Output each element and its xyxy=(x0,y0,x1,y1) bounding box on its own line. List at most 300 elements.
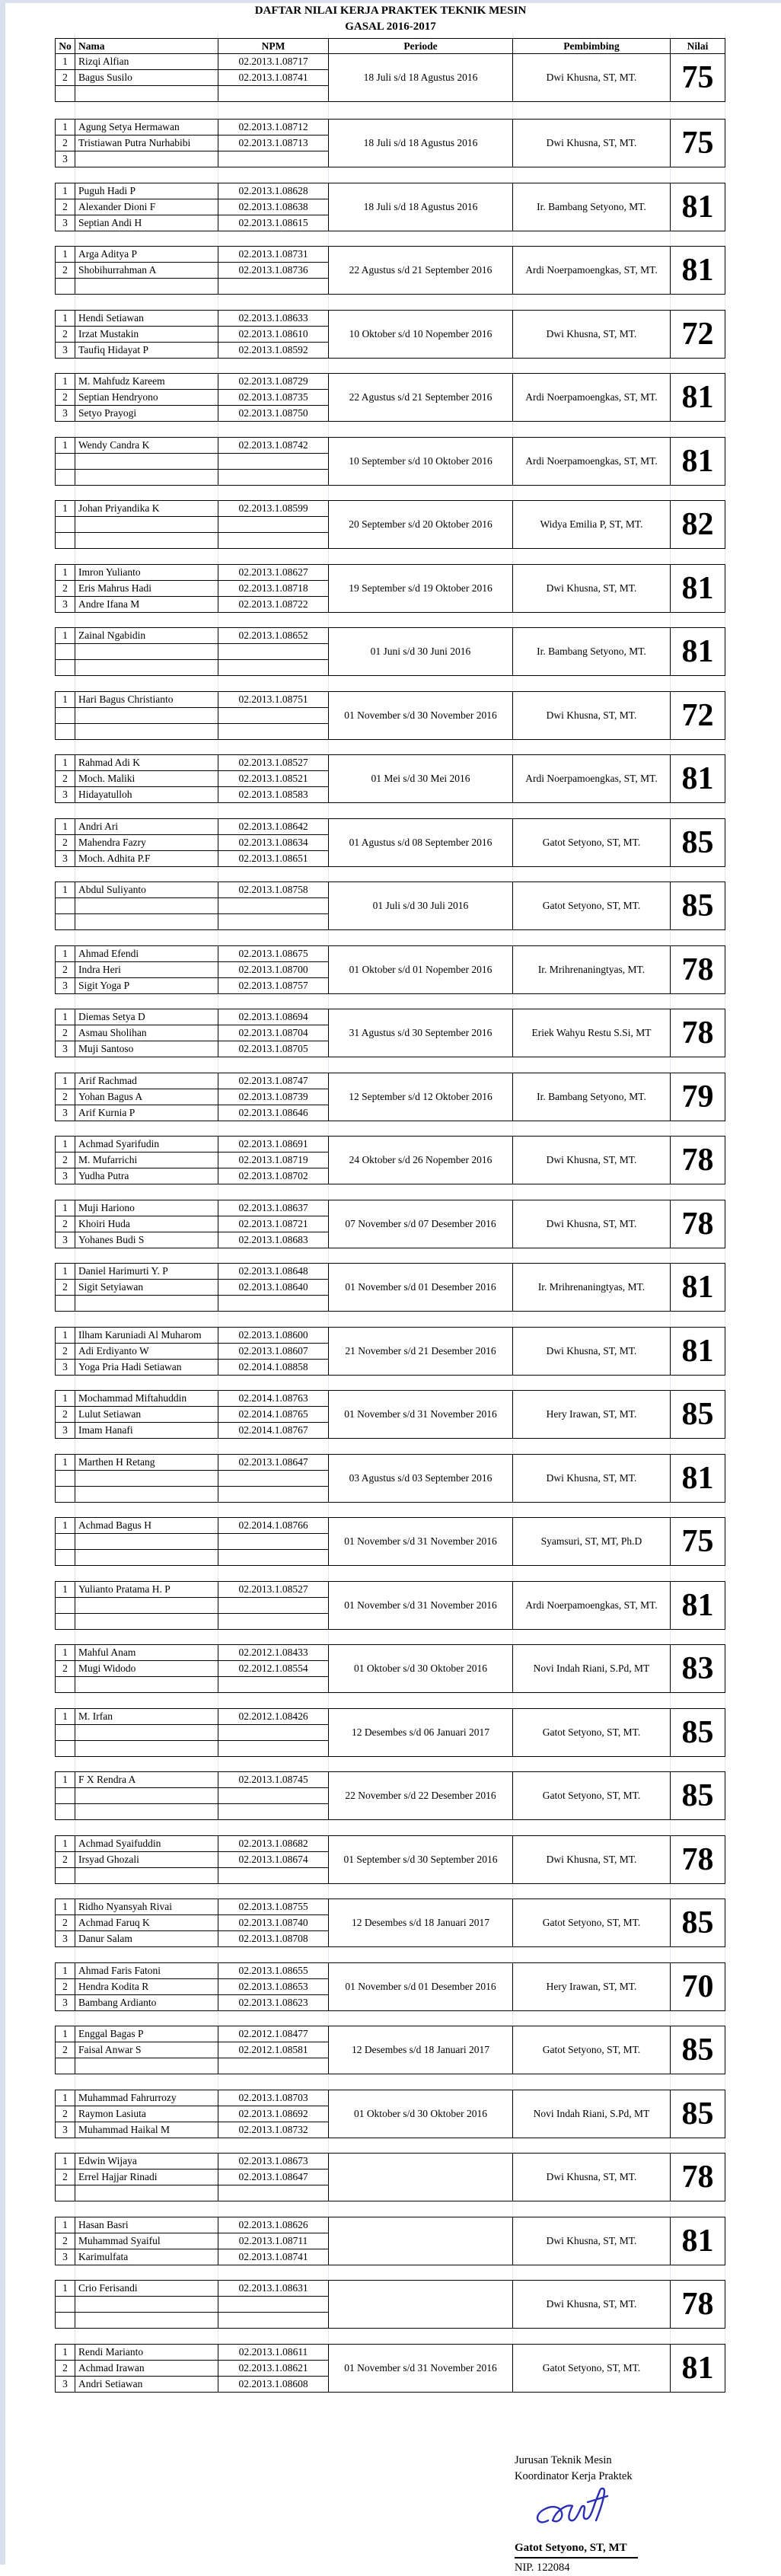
student-npm-cell xyxy=(218,1724,329,1740)
grade-value-cell: 81 xyxy=(671,1264,725,1312)
student-number-cell: 2 xyxy=(56,326,75,342)
period-cell: 01 Oktober s/d 30 Oktober 2016 xyxy=(329,2090,513,2138)
student-number-cell xyxy=(56,898,75,914)
student-row xyxy=(56,2026,725,2042)
student-number-cell: 2 xyxy=(56,2170,75,2185)
period-cell: 10 September s/d 10 Oktober 2016 xyxy=(329,437,513,485)
student-number-cell: 1 xyxy=(56,1073,75,1089)
student-number-cell xyxy=(56,1597,75,1613)
student-number-cell: 1 xyxy=(56,2281,75,2297)
student-npm-cell xyxy=(218,2185,329,2201)
student-number-cell: 3 xyxy=(56,787,75,803)
student-name-cell: Agung Setya Hermawan xyxy=(75,120,218,135)
student-npm-cell: 02.2013.1.08673 xyxy=(218,2154,329,2170)
student-npm-cell: 02.2013.1.08750 xyxy=(218,406,329,422)
student-name-cell: Hasan Basri xyxy=(75,2217,218,2233)
student-name-cell: Hendra Kodita R xyxy=(75,1978,218,1994)
grade-value-cell: 75 xyxy=(671,54,725,102)
period-cell: 18 Juli s/d 18 Agustus 2016 xyxy=(329,183,513,231)
student-npm-cell: 02.2013.1.08704 xyxy=(218,1025,329,1041)
student-row xyxy=(56,1264,725,1280)
student-number-cell: 3 xyxy=(56,1168,75,1184)
advisor-cell: Dwi Khusna, ST, MT. xyxy=(513,2154,671,2201)
student-name-cell: Puguh Hadi P xyxy=(75,183,218,199)
student-npm-cell: 02.2013.1.08740 xyxy=(218,1915,329,1931)
student-npm-cell: 02.2013.1.08638 xyxy=(218,199,329,215)
student-npm-cell: 02.2013.1.08521 xyxy=(218,771,329,787)
student-name-cell xyxy=(75,279,218,295)
advisor-cell: Gatot Setyono, ST, MT. xyxy=(513,2344,671,2392)
student-row xyxy=(56,691,725,707)
student-name-cell xyxy=(75,723,218,739)
student-number-cell xyxy=(56,1867,75,1883)
student-npm-cell xyxy=(218,2297,329,2313)
grade-value-cell: 75 xyxy=(671,120,725,167)
student-number-cell: 1 xyxy=(56,818,75,834)
student-name-cell: Abdul Suliyanto xyxy=(75,882,218,898)
grade-value-cell: 78 xyxy=(671,1200,725,1248)
advisor-cell: Ardi Noerpamoengkas, ST, MT. xyxy=(513,247,671,295)
student-npm-cell: 02.2013.1.08755 xyxy=(218,1899,329,1915)
student-name-cell xyxy=(75,1534,218,1550)
period-cell: 21 November s/d 21 Desember 2016 xyxy=(329,1327,513,1375)
student-name-cell xyxy=(75,1296,218,1312)
student-name-cell: Lulut Setiawan xyxy=(75,1407,218,1423)
student-row xyxy=(56,2090,725,2106)
student-number-cell: 2 xyxy=(56,2233,75,2249)
student-name-cell xyxy=(75,1788,218,1804)
student-npm-cell: 02.2013.1.08600 xyxy=(218,1327,329,1343)
student-name-cell: F X Rendra A xyxy=(75,1772,218,1788)
student-name-cell: Setyo Prayogi xyxy=(75,406,218,422)
student-row xyxy=(56,1772,725,1788)
student-number-cell: 1 xyxy=(56,1899,75,1915)
period-cell: 10 Oktober s/d 10 Nopember 2016 xyxy=(329,310,513,358)
grade-value-cell: 72 xyxy=(671,691,725,739)
student-npm-cell: 02.2013.1.08700 xyxy=(218,961,329,977)
student-name-cell: Muhammad Haikal M xyxy=(75,2122,218,2138)
student-number-cell: 1 xyxy=(56,691,75,707)
period-cell: 03 Agustus s/d 03 September 2016 xyxy=(329,1454,513,1502)
student-name-cell xyxy=(75,914,218,930)
student-npm-cell: 02.2013.1.08653 xyxy=(218,1978,329,1994)
student-number-cell: 1 xyxy=(56,1327,75,1343)
student-number-cell: 1 xyxy=(56,628,75,644)
period-cell: 01 Oktober s/d 01 Nopember 2016 xyxy=(329,945,513,993)
student-number-cell: 2 xyxy=(56,1661,75,1677)
period-cell: 12 Desembes s/d 18 Januari 2017 xyxy=(329,2026,513,2074)
grade-group-table xyxy=(55,1835,725,1884)
header-no: No xyxy=(56,39,75,54)
signature-block xyxy=(515,2453,638,2576)
period-cell: 24 Oktober s/d 26 Nopember 2016 xyxy=(329,1137,513,1184)
student-number-cell: 3 xyxy=(56,1105,75,1121)
student-name-cell: Yudha Putra xyxy=(75,1168,218,1184)
period-cell: 01 November s/d 30 November 2016 xyxy=(329,691,513,739)
table-header-row xyxy=(56,39,725,54)
student-npm-cell: 02.2013.1.08626 xyxy=(218,2217,329,2233)
student-name-cell: M. Mahfudz Kareem xyxy=(75,374,218,390)
period-cell: 19 September s/d 19 Oktober 2016 xyxy=(329,564,513,612)
period-cell xyxy=(329,2217,513,2265)
period-cell: 01 Agustus s/d 08 September 2016 xyxy=(329,818,513,866)
student-name-cell: Achmad Faruq K xyxy=(75,1915,218,1931)
student-npm-cell: 02.2013.1.08610 xyxy=(218,326,329,342)
student-name-cell xyxy=(75,2313,218,2329)
student-number-cell: 2 xyxy=(56,1978,75,1994)
grade-group-table xyxy=(55,1390,725,1439)
student-name-cell: Rendi Marianto xyxy=(75,2344,218,2360)
student-number-cell: 3 xyxy=(56,1994,75,2010)
student-row xyxy=(56,1454,725,1470)
student-npm-cell xyxy=(218,1486,329,1502)
student-name-cell: Daniel Harimurti Y. P xyxy=(75,1264,218,1280)
student-name-cell: M. Mufarrichi xyxy=(75,1153,218,1168)
student-npm-cell: 02.2013.1.08751 xyxy=(218,691,329,707)
student-npm-cell: 02.2013.1.08731 xyxy=(218,247,329,263)
student-number-cell: 2 xyxy=(56,135,75,151)
student-number-cell: 2 xyxy=(56,2042,75,2058)
student-npm-cell: 02.2013.1.08647 xyxy=(218,1454,329,1470)
window-left-edge xyxy=(0,0,5,2565)
student-name-cell: Khoiri Huda xyxy=(75,1216,218,1232)
student-name-cell xyxy=(75,1867,218,1883)
student-npm-cell: 02.2013.1.08652 xyxy=(218,628,329,644)
student-npm-cell: 02.2013.1.08599 xyxy=(218,501,329,517)
student-name-cell xyxy=(75,1486,218,1502)
student-row xyxy=(56,1962,725,1978)
student-name-cell: Enggal Bagas P xyxy=(75,2026,218,2042)
advisor-cell: Ir. Bambang Setyono, MT. xyxy=(513,1073,671,1121)
student-name-cell xyxy=(75,898,218,914)
student-name-cell: Sigit Yoga P xyxy=(75,977,218,993)
student-npm-cell: 02.2013.1.08742 xyxy=(218,437,329,453)
student-row xyxy=(56,1835,725,1851)
student-name-cell: Arif Rachmad xyxy=(75,1073,218,1089)
student-row xyxy=(56,2344,725,2360)
grade-value-cell: 81 xyxy=(671,183,725,231)
grade-value-cell: 81 xyxy=(671,247,725,295)
grade-group-table xyxy=(55,1644,725,1693)
grade-value-cell: 75 xyxy=(671,1518,725,1566)
student-name-cell xyxy=(75,1804,218,1820)
advisor-cell: Gatot Setyono, ST, MT. xyxy=(513,1899,671,1947)
grade-value-cell: 85 xyxy=(671,882,725,930)
grade-value-cell: 78 xyxy=(671,1009,725,1057)
student-number-cell: 3 xyxy=(56,406,75,422)
period-cell xyxy=(329,2154,513,2201)
student-npm-cell: 02.2013.1.08741 xyxy=(218,70,329,86)
student-name-cell: Arga Aditya P xyxy=(75,247,218,263)
student-row xyxy=(56,564,725,580)
student-npm-cell: 02.2014.1.08858 xyxy=(218,1359,329,1375)
student-name-cell xyxy=(75,2185,218,2201)
student-npm-cell: 02.2013.1.08721 xyxy=(218,1216,329,1232)
student-number-cell xyxy=(56,2185,75,2201)
grade-group-table xyxy=(55,691,725,740)
student-npm-cell: 02.2013.1.08583 xyxy=(218,787,329,803)
student-number-cell xyxy=(56,1724,75,1740)
student-npm-cell: 02.2013.1.08705 xyxy=(218,1041,329,1057)
student-npm-cell xyxy=(218,1740,329,1756)
student-name-cell: Muhammad Syaiful xyxy=(75,2233,218,2249)
student-name-cell: Ahmad Efendi xyxy=(75,945,218,961)
student-row xyxy=(56,628,725,644)
student-npm-cell xyxy=(218,86,329,102)
student-number-cell: 1 xyxy=(56,2344,75,2360)
student-number-cell: 2 xyxy=(56,1280,75,1296)
grade-value-cell: 81 xyxy=(671,628,725,676)
student-name-cell: Ahmad Faris Fatoni xyxy=(75,1962,218,1978)
student-name-cell: Crio Ferisandi xyxy=(75,2281,218,2297)
advisor-cell: Ardi Noerpamoengkas, ST, MT. xyxy=(513,437,671,485)
student-name-cell: Muji Santoso xyxy=(75,1041,218,1057)
student-name-cell: Adi Erdiyanto W xyxy=(75,1343,218,1359)
student-name-cell: Achmad Syaifuddin xyxy=(75,1835,218,1851)
student-number-cell: 1 xyxy=(56,2154,75,2170)
student-name-cell xyxy=(75,86,218,102)
grade-value-cell: 83 xyxy=(671,1645,725,1693)
advisor-cell: Gatot Setyono, ST, MT. xyxy=(513,882,671,930)
student-npm-cell: 02.2014.1.08767 xyxy=(218,1423,329,1439)
period-cell: 01 September s/d 30 September 2016 xyxy=(329,1835,513,1883)
student-npm-cell xyxy=(218,1804,329,1820)
student-number-cell: 2 xyxy=(56,1089,75,1105)
advisor-cell: Ir. Mrihrenaningtyas, MT. xyxy=(513,945,671,993)
period-cell: 12 Desembes s/d 06 Januari 2017 xyxy=(329,1708,513,1756)
student-npm-cell: 02.2013.1.08729 xyxy=(218,374,329,390)
grade-group-table xyxy=(55,2026,725,2074)
period-cell: 22 November s/d 22 Desember 2016 xyxy=(329,1772,513,1820)
student-number-cell: 1 xyxy=(56,54,75,70)
advisor-cell: Eriek Wahyu Restu S.Si, MT xyxy=(513,1009,671,1057)
student-npm-cell xyxy=(218,723,329,739)
student-number-cell: 1 xyxy=(56,2090,75,2106)
advisor-cell: Dwi Khusna, ST, MT. xyxy=(513,54,671,102)
student-number-cell: 1 xyxy=(56,437,75,453)
period-cell: 22 Agustus s/d 21 September 2016 xyxy=(329,374,513,422)
student-npm-cell xyxy=(218,914,329,930)
student-number-cell: 3 xyxy=(56,2249,75,2265)
advisor-cell: Gatot Setyono, ST, MT. xyxy=(513,1708,671,1756)
student-name-cell: Raymon Lasiuta xyxy=(75,2106,218,2122)
student-row xyxy=(56,1708,725,1724)
student-name-cell: Andre Ifana M xyxy=(75,596,218,612)
advisor-cell: Ardi Noerpamoengkas, ST, MT. xyxy=(513,755,671,803)
student-npm-cell xyxy=(218,469,329,485)
grade-value-cell: 81 xyxy=(671,564,725,612)
signatory-name: Gatot Setyono, ST, MT xyxy=(515,2540,638,2558)
period-cell: 01 November s/d 01 Desember 2016 xyxy=(329,1264,513,1312)
student-npm-cell xyxy=(218,1597,329,1613)
student-npm-cell xyxy=(218,1296,329,1312)
student-npm-cell: 02.2013.1.08627 xyxy=(218,564,329,580)
student-npm-cell xyxy=(218,453,329,469)
student-npm-cell: 02.2012.1.08426 xyxy=(218,1708,329,1724)
period-cell: 18 Juli s/d 18 Agustus 2016 xyxy=(329,54,513,102)
student-name-cell: Rizqi Alfian xyxy=(75,54,218,70)
student-row xyxy=(56,1899,725,1915)
advisor-cell: Novi Indah Riani, S.Pd, MT xyxy=(513,2090,671,2138)
student-npm-cell xyxy=(218,1867,329,1883)
header-nama: Nama xyxy=(75,39,218,54)
advisor-cell: Ir. Mrihrenaningtyas, MT. xyxy=(513,1264,671,1312)
student-number-cell xyxy=(56,1470,75,1486)
student-number-cell: 1 xyxy=(56,755,75,771)
advisor-cell: Ardi Noerpamoengkas, ST, MT. xyxy=(513,374,671,422)
grade-value-cell: 81 xyxy=(671,2344,725,2392)
student-npm-cell: 02.2013.1.08674 xyxy=(218,1851,329,1867)
student-npm-cell xyxy=(218,2313,329,2329)
grade-group-table xyxy=(55,1009,725,1057)
advisor-cell: Dwi Khusna, ST, MT. xyxy=(513,1200,671,1248)
grade-value-cell: 78 xyxy=(671,945,725,993)
student-number-cell xyxy=(56,644,75,660)
grade-group-table xyxy=(55,818,725,867)
student-name-cell: Ilham Karuniadi Al Muharom xyxy=(75,1327,218,1343)
student-name-cell: Edwin Wijaya xyxy=(75,2154,218,2170)
student-number-cell xyxy=(56,2313,75,2329)
student-number-cell: 1 xyxy=(56,1708,75,1724)
grade-group-table xyxy=(55,882,725,930)
student-row xyxy=(56,1137,725,1153)
student-row xyxy=(56,310,725,326)
student-npm-cell: 02.2013.1.08527 xyxy=(218,1581,329,1597)
grade-group-table xyxy=(55,627,725,676)
student-number-cell: 3 xyxy=(56,850,75,866)
student-name-cell: Sigit Setyiawan xyxy=(75,1280,218,1296)
grade-group-table xyxy=(55,564,725,613)
student-npm-cell: 02.2013.1.08691 xyxy=(218,1137,329,1153)
student-name-cell xyxy=(75,1677,218,1693)
advisor-cell: Dwi Khusna, ST, MT. xyxy=(513,2217,671,2265)
student-npm-cell xyxy=(218,151,329,167)
student-npm-cell: 02.2013.1.08712 xyxy=(218,120,329,135)
student-number-cell: 3 xyxy=(56,1423,75,1439)
grade-group-table xyxy=(55,437,725,486)
student-name-cell xyxy=(75,644,218,660)
grade-value-cell: 82 xyxy=(671,501,725,549)
student-number-cell: 2 xyxy=(56,1153,75,1168)
grade-value-cell: 81 xyxy=(671,1581,725,1629)
student-npm-cell xyxy=(218,1550,329,1566)
student-number-cell xyxy=(56,1486,75,1502)
period-cell: 07 November s/d 07 Desember 2016 xyxy=(329,1200,513,1248)
grade-group-table xyxy=(55,1327,725,1376)
student-name-cell: Errel Hajjar Rinadi xyxy=(75,2170,218,2185)
grade-value-cell: 81 xyxy=(671,374,725,422)
student-number-cell: 1 xyxy=(56,374,75,390)
student-name-cell: Arif Kurnia P xyxy=(75,1105,218,1121)
header-nilai: Nilai xyxy=(671,39,725,54)
advisor-cell: Ir. Bambang Setyono, MT. xyxy=(513,183,671,231)
student-name-cell: Yohanes Budi S xyxy=(75,1232,218,1248)
header-npm: NPM xyxy=(218,39,329,54)
student-npm-cell: 02.2013.1.08607 xyxy=(218,1343,329,1359)
advisor-cell: Gatot Setyono, ST, MT. xyxy=(513,1772,671,1820)
student-number-cell xyxy=(56,517,75,533)
period-cell: 01 Mei s/d 30 Mei 2016 xyxy=(329,755,513,803)
student-name-cell: Danur Salam xyxy=(75,1931,218,1947)
grade-value-cell: 78 xyxy=(671,1137,725,1184)
grade-value-cell: 81 xyxy=(671,1327,725,1375)
header-periode: Periode xyxy=(329,39,513,54)
student-npm-cell: 02.2013.1.08633 xyxy=(218,310,329,326)
student-number-cell: 2 xyxy=(56,771,75,787)
student-npm-cell: 02.2013.1.08651 xyxy=(218,850,329,866)
student-npm-cell: 02.2013.1.08694 xyxy=(218,1009,329,1025)
student-number-cell: 1 xyxy=(56,1772,75,1788)
student-npm-cell: 02.2014.1.08765 xyxy=(218,1407,329,1423)
grade-value-cell: 85 xyxy=(671,1899,725,1947)
grade-group-table xyxy=(55,1962,725,2011)
student-npm-cell: 02.2013.1.08683 xyxy=(218,1232,329,1248)
student-row xyxy=(56,945,725,961)
student-npm-cell: 02.2013.1.08708 xyxy=(218,1931,329,1947)
student-npm-cell xyxy=(218,1534,329,1550)
advisor-cell: Syamsuri, ST, MT, Ph.D xyxy=(513,1518,671,1566)
student-number-cell: 2 xyxy=(56,1851,75,1867)
advisor-cell: Hery Irawan, ST, MT. xyxy=(513,1962,671,2010)
student-npm-cell: 02.2013.1.08642 xyxy=(218,818,329,834)
student-npm-cell: 02.2013.1.08682 xyxy=(218,1835,329,1851)
student-name-cell: Mahendra Fazry xyxy=(75,834,218,850)
student-npm-cell: 02.2013.1.08711 xyxy=(218,2233,329,2249)
student-npm-cell: 02.2013.1.08628 xyxy=(218,183,329,199)
student-npm-cell: 02.2012.1.08477 xyxy=(218,2026,329,2042)
student-number-cell: 3 xyxy=(56,1232,75,1248)
period-cell: 01 Juni s/d 30 Juni 2016 xyxy=(329,628,513,676)
grade-group-table xyxy=(55,310,725,359)
period-cell xyxy=(329,2281,513,2329)
student-npm-cell: 02.2013.1.08655 xyxy=(218,1962,329,1978)
student-npm-cell: 02.2014.1.08763 xyxy=(218,1391,329,1407)
student-row xyxy=(56,1009,725,1025)
student-number-cell: 1 xyxy=(56,1137,75,1153)
grade-group-table xyxy=(55,754,725,803)
student-npm-cell: 02.2013.1.08692 xyxy=(218,2106,329,2122)
student-npm-cell: 02.2013.1.08732 xyxy=(218,2122,329,2138)
student-npm-cell: 02.2013.1.08735 xyxy=(218,390,329,406)
student-npm-cell: 02.2013.1.08634 xyxy=(218,834,329,850)
student-name-cell: Tristiawan Putra Nurhabibi xyxy=(75,135,218,151)
student-number-cell: 1 xyxy=(56,120,75,135)
grade-group-table xyxy=(55,183,725,231)
grade-group-table xyxy=(55,246,725,295)
student-number-cell: 1 xyxy=(56,1645,75,1661)
student-number-cell xyxy=(56,1296,75,1312)
student-name-cell: Muhammad Fahrurrozy xyxy=(75,2090,218,2106)
student-number-cell: 1 xyxy=(56,1009,75,1025)
student-name-cell: Andri Ari xyxy=(75,818,218,834)
period-cell: 12 September s/d 12 Oktober 2016 xyxy=(329,1073,513,1121)
period-cell: 12 Desembes s/d 18 Januari 2017 xyxy=(329,1899,513,1947)
student-name-cell: Imron Yulianto xyxy=(75,564,218,580)
period-cell: 01 Juli s/d 30 Juli 2016 xyxy=(329,882,513,930)
advisor-cell: Dwi Khusna, ST, MT. xyxy=(513,1454,671,1502)
advisor-cell: Dwi Khusna, ST, MT. xyxy=(513,310,671,358)
student-npm-cell: 02.2013.1.08702 xyxy=(218,1168,329,1184)
student-name-cell: Mochammad Miftahuddin xyxy=(75,1391,218,1407)
student-row xyxy=(56,818,725,834)
student-npm-cell: 02.2013.1.08608 xyxy=(218,2376,329,2392)
student-number-cell xyxy=(56,914,75,930)
grade-group-table xyxy=(55,2344,725,2393)
student-npm-cell: 02.2014.1.08766 xyxy=(218,1518,329,1534)
grade-group-table xyxy=(55,1263,725,1312)
advisor-cell: Dwi Khusna, ST, MT. xyxy=(513,1327,671,1375)
student-name-cell xyxy=(75,1550,218,1566)
